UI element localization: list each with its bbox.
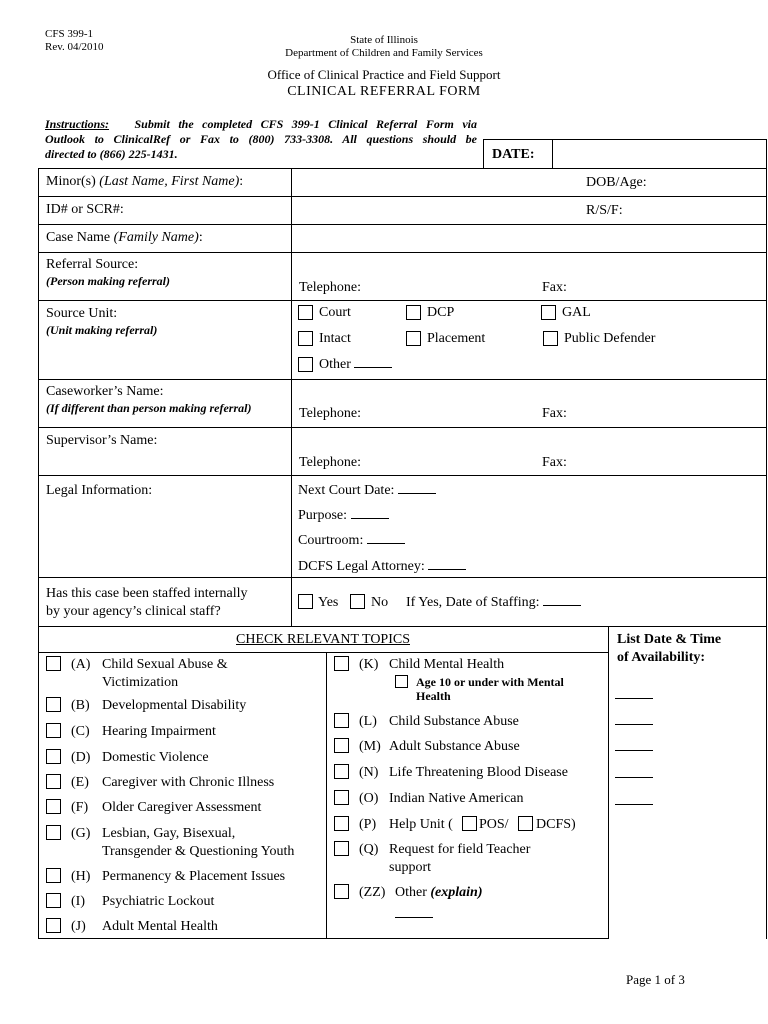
topic-a-label-2: Victimization xyxy=(102,675,179,690)
case-name-field[interactable] xyxy=(294,226,762,250)
topic-j-label: Adult Mental Health xyxy=(102,919,218,934)
staffed-yes-label: Yes xyxy=(318,595,339,610)
public-defender-checkbox[interactable] xyxy=(543,331,558,346)
topic-c-checkbox[interactable] xyxy=(46,723,61,738)
instructions-lead: Instructions: xyxy=(45,117,110,131)
dob-age-label: DOB/Age: xyxy=(586,175,647,190)
topic-k-checkbox[interactable] xyxy=(334,656,349,671)
topic-q-checkbox[interactable] xyxy=(334,841,349,856)
topic-c-label: Hearing Impairment xyxy=(102,724,216,739)
instructions-block xyxy=(45,117,477,162)
court-label: Court xyxy=(319,305,351,320)
topic-g-checkbox[interactable] xyxy=(46,825,61,840)
caseworker-telephone-label: Telephone: xyxy=(299,406,361,421)
topic-m-checkbox[interactable] xyxy=(334,738,349,753)
topic-l-code: (L) xyxy=(359,714,377,729)
topic-l-checkbox[interactable] xyxy=(334,713,349,728)
staffed-no-label: No xyxy=(371,595,389,610)
topic-h-code: (H) xyxy=(71,869,91,884)
staffed-question-line-2: by your agency’s clinical staff? xyxy=(46,604,221,619)
topic-q-label-2: support xyxy=(389,860,431,875)
topic-zz-checkbox[interactable] xyxy=(334,884,349,899)
topic-i-code: (I) xyxy=(71,894,85,909)
supervisor-telephone-label: Telephone: xyxy=(299,455,361,470)
availability-label-2: of Availability: xyxy=(617,650,706,665)
topic-o-label: Indian Native American xyxy=(389,791,524,806)
pos-label: POS/ xyxy=(479,817,509,832)
topic-e-label: Caregiver with Chronic Illness xyxy=(102,775,275,790)
topic-d-label: Domestic Violence xyxy=(102,750,209,765)
availability-blank[interactable] xyxy=(615,750,653,751)
caseworker-sub: (If different than person making referral) xyxy=(46,401,252,415)
topic-f-checkbox[interactable] xyxy=(46,799,61,814)
instructions-line-1: Submit the completed CFS 399-1 Clinical Referral Form via xyxy=(134,117,478,131)
check-relevant-topics-header: CHECK RELEVANT TOPICS xyxy=(236,632,410,647)
source-unit-label: Source Unit: xyxy=(46,306,118,321)
availability-blank[interactable] xyxy=(615,777,653,778)
topic-n-checkbox[interactable] xyxy=(334,764,349,779)
topic-p-code: (P) xyxy=(359,817,377,832)
availability-blank[interactable] xyxy=(615,724,653,725)
topic-b-label: Developmental Disability xyxy=(102,698,247,713)
office-name: Office of Clinical Practice and Field Support xyxy=(267,67,501,82)
topic-g-label: Lesbian, Gay, Bisexual, xyxy=(102,826,236,841)
topic-m-code: (M) xyxy=(359,739,381,754)
staffing-date-label: If Yes, Date of Staffing: xyxy=(406,594,581,612)
rsf-field[interactable] xyxy=(636,198,762,222)
intact-checkbox[interactable] xyxy=(298,331,313,346)
dcfs-label: DCFS) xyxy=(536,817,576,832)
topic-f-label: Older Caregiver Assessment xyxy=(102,800,262,815)
topic-j-code: (J) xyxy=(71,919,86,934)
caseworker-label: Caseworker’s Name: xyxy=(46,384,164,399)
availability-blank[interactable] xyxy=(615,698,653,699)
topic-n-code: (N) xyxy=(359,765,379,780)
form-title: CLINICAL REFERRAL FORM xyxy=(287,84,481,99)
topic-a-label: Child Sexual Abuse & xyxy=(102,657,228,672)
next-court-date-label: Next Court Date: xyxy=(298,482,436,500)
availability-label-1: List Date & Time xyxy=(617,632,722,647)
dcfs-checkbox[interactable] xyxy=(518,816,533,831)
topic-a-checkbox[interactable] xyxy=(46,656,61,671)
topic-k-sub-label-2: Health xyxy=(416,689,451,703)
purpose-label: Purpose: xyxy=(298,507,389,525)
topic-g-label-2: Transgender & Questioning Youth xyxy=(102,844,295,859)
staffed-question-line-1: Has this case been staffed internally xyxy=(46,586,248,601)
topic-b-checkbox[interactable] xyxy=(46,697,61,712)
courtroom-label: Courtroom: xyxy=(298,532,405,550)
pos-checkbox[interactable] xyxy=(462,816,477,831)
topic-p-label: Help Unit ( xyxy=(389,817,453,832)
topic-d-code: (D) xyxy=(71,750,91,765)
court-checkbox[interactable] xyxy=(298,305,313,320)
caseworker-fax-label: Fax: xyxy=(542,406,567,421)
topic-j-checkbox[interactable] xyxy=(46,918,61,933)
topic-h-label: Permanency & Placement Issues xyxy=(102,869,286,884)
topic-zz-blank[interactable] xyxy=(395,917,433,918)
topic-h-checkbox[interactable] xyxy=(46,868,61,883)
dob-age-field[interactable] xyxy=(656,170,762,194)
topic-o-checkbox[interactable] xyxy=(334,790,349,805)
topic-k-label: Child Mental Health xyxy=(389,657,505,672)
department-name: Department of Children and Family Services xyxy=(285,47,483,59)
date-label: DATE: xyxy=(492,147,535,162)
dcfs-legal-attorney-label: DCFS Legal Attorney: xyxy=(298,558,466,576)
revision-date: Rev. 04/2010 xyxy=(45,41,104,53)
case-name-label: Case Name (Family Name): xyxy=(46,230,203,245)
staffed-no-checkbox[interactable] xyxy=(350,594,365,609)
supervisor-label: Supervisor’s Name: xyxy=(46,433,158,448)
referral-source-sub: (Person making referral) xyxy=(46,274,170,288)
topic-k-sub-label-1: Age 10 or under with Mental xyxy=(416,675,564,689)
referral-telephone-label: Telephone: xyxy=(299,280,361,295)
supervisor-fax-label: Fax: xyxy=(542,455,567,470)
other-unit-label: Other xyxy=(319,356,392,374)
topic-i-checkbox[interactable] xyxy=(46,893,61,908)
gal-label: GAL xyxy=(562,305,591,320)
topic-a-code: (A) xyxy=(71,657,91,672)
state-name: State of Illinois xyxy=(350,34,418,46)
topic-q-code: (Q) xyxy=(359,842,379,857)
minor-name-field[interactable] xyxy=(294,170,580,194)
gal-checkbox[interactable] xyxy=(541,305,556,320)
page-number: Page 1 of 3 xyxy=(626,972,685,987)
topic-k-sub-checkbox[interactable] xyxy=(395,675,408,688)
topic-k-code: (K) xyxy=(359,657,379,672)
topic-c-code: (C) xyxy=(71,724,90,739)
topic-d-checkbox[interactable] xyxy=(46,749,61,764)
topic-g-code: (G) xyxy=(71,826,91,841)
topic-i-label: Psychiatric Lockout xyxy=(102,894,215,909)
topic-q-label: Request for field Teacher xyxy=(389,842,531,857)
instructions-line-2: Outlook to ClinicalRef or Fax to (800) 733-3308. All questions should be xyxy=(45,132,477,146)
topic-zz-code: (ZZ) xyxy=(359,885,386,900)
referral-source-label: Referral Source: xyxy=(46,257,139,272)
rsf-label: R/S/F: xyxy=(586,203,623,218)
topic-f-code: (F) xyxy=(71,800,89,815)
id-scr-field[interactable] xyxy=(294,198,580,222)
dcp-checkbox[interactable] xyxy=(406,305,421,320)
topic-n-label: Life Threatening Blood Disease xyxy=(389,765,568,780)
topic-e-checkbox[interactable] xyxy=(46,774,61,789)
placement-label: Placement xyxy=(427,331,486,346)
date-field[interactable] xyxy=(556,142,762,165)
topic-o-code: (O) xyxy=(359,791,379,806)
topic-m-label: Adult Substance Abuse xyxy=(389,739,520,754)
public-defender-label: Public Defender xyxy=(564,331,656,346)
intact-label: Intact xyxy=(319,331,351,346)
source-unit-sub: (Unit making referral) xyxy=(46,323,158,337)
id-scr-label: ID# or SCR#: xyxy=(46,202,124,217)
dcp-label: DCP xyxy=(427,305,455,320)
instructions-line-3: directed to (866) 225-1431. xyxy=(45,147,178,161)
referral-fax-label: Fax: xyxy=(542,280,567,295)
topic-e-code: (E) xyxy=(71,775,89,790)
topic-p-checkbox[interactable] xyxy=(334,816,349,831)
form-id: CFS 399-1 xyxy=(45,28,93,40)
minor-label: Minor(s) (Last Name, First Name): xyxy=(46,174,244,189)
staffed-yes-checkbox[interactable] xyxy=(298,594,313,609)
legal-info-label: Legal Information: xyxy=(46,483,153,498)
other-unit-checkbox[interactable] xyxy=(298,357,313,372)
topic-zz-label: Other (explain) xyxy=(395,885,483,900)
placement-checkbox[interactable] xyxy=(406,331,421,346)
topic-l-label: Child Substance Abuse xyxy=(389,714,519,729)
topic-b-code: (B) xyxy=(71,698,90,713)
availability-blank[interactable] xyxy=(615,804,653,805)
